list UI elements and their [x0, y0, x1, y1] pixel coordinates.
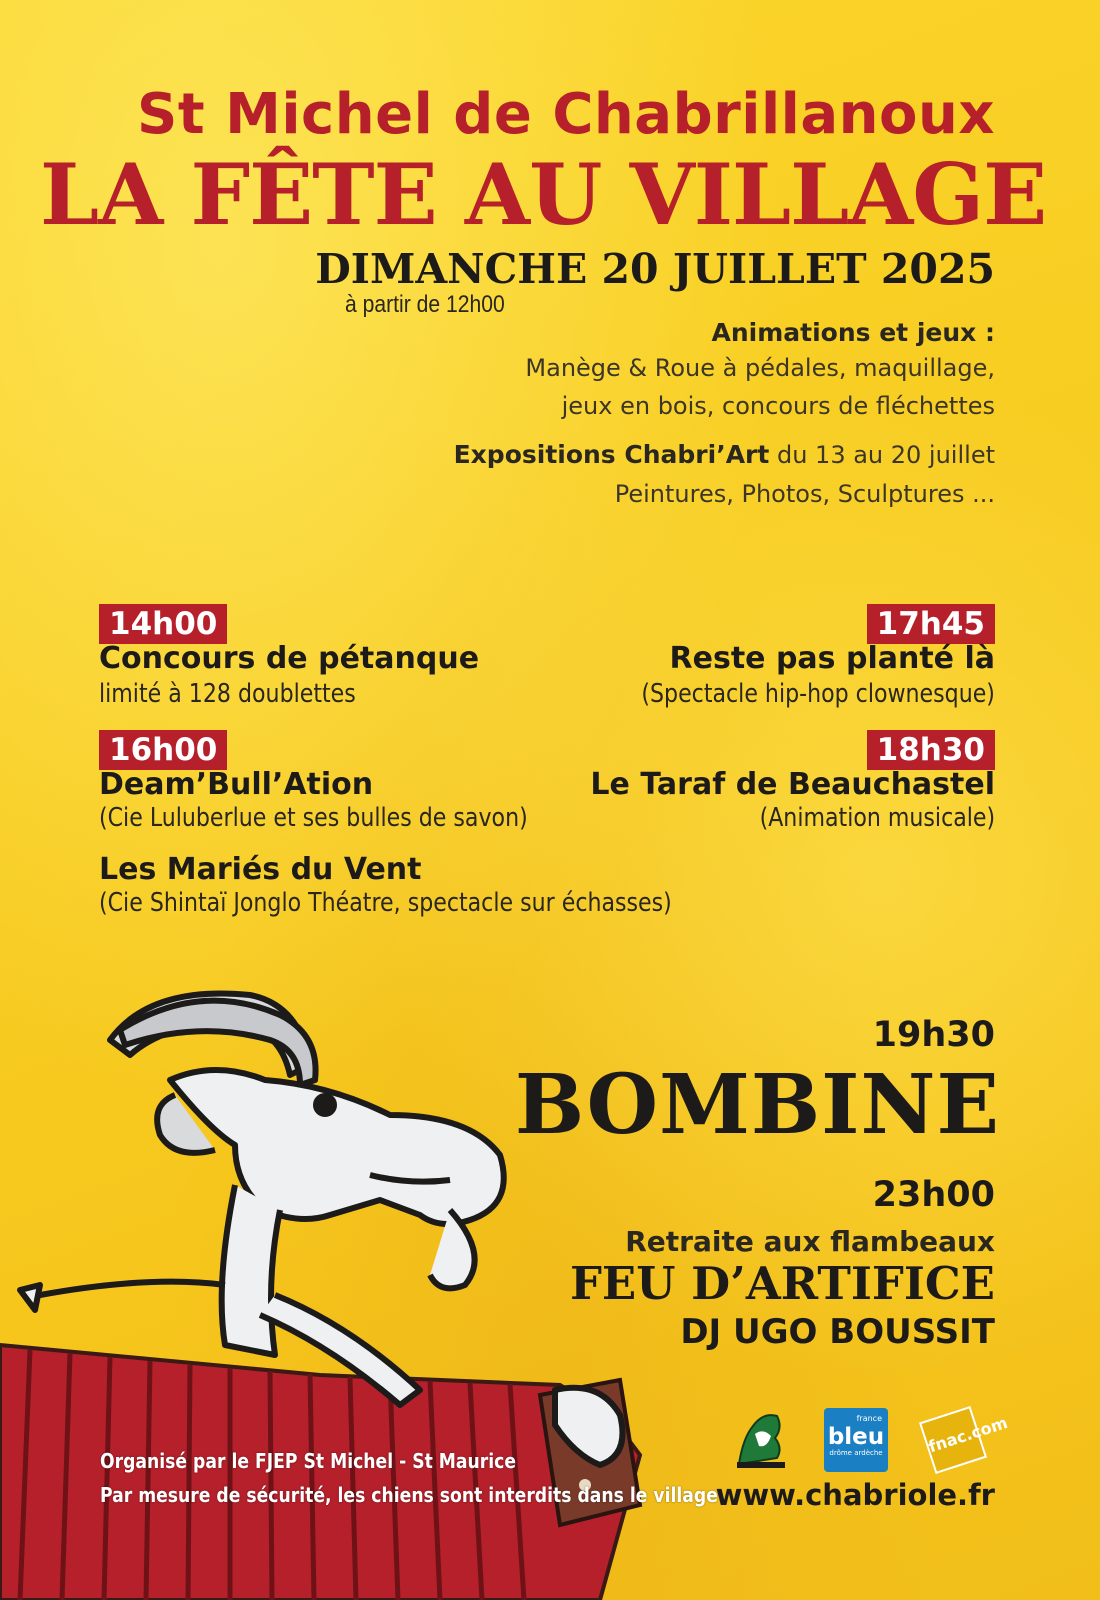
event-date: DIMANCHE 20 JUILLET 2025 [315, 245, 995, 293]
program-title: Les Mariés du Vent [99, 852, 422, 887]
exhibition-dates: du 13 au 20 juillet [769, 441, 995, 469]
animations-line-1: Manège & Roue à pédales, maquillage, [525, 354, 995, 382]
program-item [99, 604, 227, 644]
program-title: Reste pas planté là [669, 641, 995, 676]
retraite-text: Retraite aux flambeaux [625, 1225, 995, 1258]
time-badge: 16h00 [99, 730, 227, 770]
dj-text: DJ UGO BOUSSIT [680, 1312, 995, 1352]
program-subtitle: (Cie Luluberlue et ses bulles de savon) [99, 803, 528, 833]
organiser-text: Organisé par le FJEP St Michel - St Maurice [100, 1449, 517, 1473]
animations-heading: Animations et jeux : [711, 318, 995, 347]
program-subtitle: (Animation musicale) [759, 803, 995, 833]
goat-logo-icon [733, 1408, 789, 1470]
program-subtitle: (Spectacle hip-hop clownesque) [641, 679, 995, 709]
start-time: à partir de 12h00 [345, 291, 505, 318]
exhibition-name: Expositions Chabri’Art [453, 440, 770, 469]
program-title: Deam’Bull’Ation [99, 767, 374, 802]
website-link[interactable]: www.chabriole.fr [715, 1478, 995, 1512]
program-item [99, 730, 227, 770]
program-item [700, 604, 995, 644]
program-title: Concours de pétanque [99, 641, 480, 676]
exhibition-line [300, 440, 995, 469]
time-badge: 18h30 [867, 730, 995, 770]
program-title: Le Taraf de Beauchastel [590, 767, 995, 802]
program-subtitle: (Cie Shintaï Jonglo Théatre, spectacle sur échasses) [99, 888, 672, 918]
event-title: LA FÊTE AU VILLAGE [40, 145, 1047, 244]
program-subtitle: limité à 128 doublettes [99, 679, 356, 709]
concert-name: BOMBINE [514, 1057, 1000, 1153]
program-subtitle-wrap [560, 803, 995, 833]
night-time: 23h00 [872, 1175, 995, 1215]
exhibition-subtitle: Peintures, Photos, Sculptures ... [614, 480, 995, 508]
fireworks-text: FEU D’ARTIFICE [569, 1257, 995, 1310]
concert-time: 19h30 [872, 1015, 995, 1055]
program-subtitle-wrap [560, 679, 995, 709]
program-item [700, 730, 995, 770]
animations-line-2: jeux en bois, concours de fléchettes [561, 392, 995, 420]
time-badge: 14h00 [99, 604, 227, 644]
fnac-logo: fnac.com [919, 1406, 987, 1474]
bleu-top-text: france [856, 1414, 882, 1423]
bleu-name: bleu [827, 1424, 885, 1450]
security-notice: Par mesure de sécurité, les chiens sont interdits dans le village [100, 1483, 718, 1507]
time-badge: 17h45 [867, 604, 995, 644]
bleu-region: drôme ardèche [829, 1449, 883, 1457]
france-bleu-logo [824, 1408, 888, 1472]
village-name: St Michel de Chabrillanoux [137, 82, 995, 147]
